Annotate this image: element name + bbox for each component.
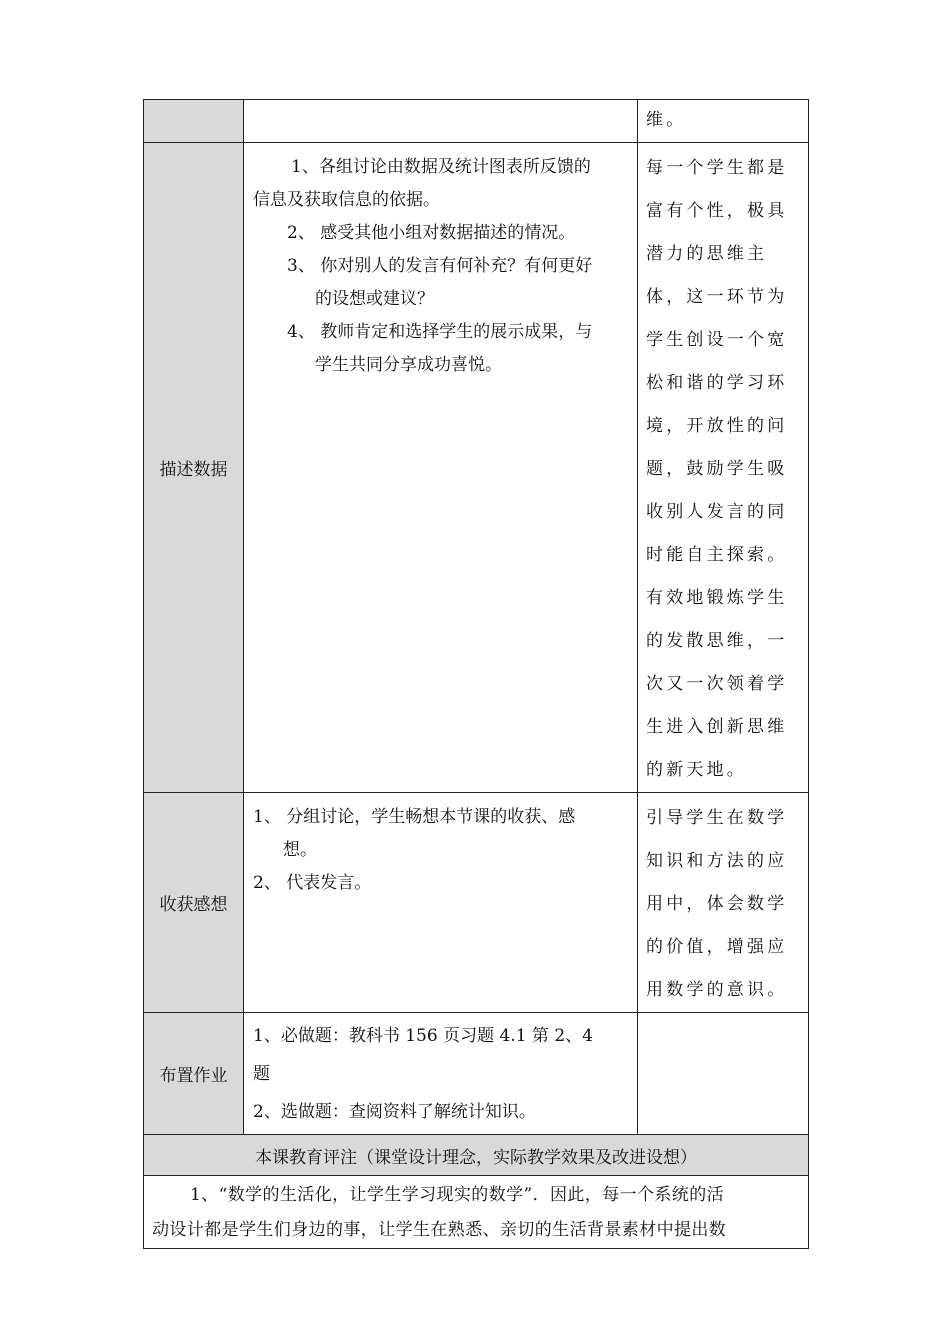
content-cell: [244, 143, 638, 793]
row-label: 布置作业: [159, 1066, 228, 1086]
note-line: 富有个性，极具: [646, 201, 788, 221]
note-line: 知识和方法的应: [646, 851, 788, 871]
evaluation-comment-cell: [144, 1176, 809, 1249]
note-cell: [638, 143, 809, 793]
note-line: 时能自主探索。: [646, 545, 788, 565]
note-line: 收别人发言的同: [646, 502, 788, 522]
content-line: 3、 你对别人的发言有何补充？有何更好: [287, 256, 593, 276]
content-cell: [244, 1013, 638, 1135]
note-line: 题，鼓励学生吸: [646, 459, 788, 479]
content-line: 1、 分组讨论，学生畅想本节课的收获、感: [253, 807, 576, 827]
row-label-cell: [144, 793, 244, 1013]
note-cell: [638, 1013, 809, 1135]
content-line: 4、 教师肯定和选择学生的展示成果，与: [287, 322, 593, 342]
content-line: 题: [253, 1064, 270, 1084]
row-label-cell: [144, 143, 244, 793]
table-row: [144, 1135, 809, 1176]
table-row: [144, 100, 809, 143]
table-row: [144, 793, 809, 1013]
row-label-cell: [144, 1013, 244, 1135]
comment-line: 动设计都是学生们身边的事，让学生在熟悉、亲切的生活背景素材中提出数: [152, 1220, 727, 1240]
note-cell: [638, 793, 809, 1013]
note-line: 维。: [646, 110, 687, 130]
note-line: 的发散思维，一: [646, 631, 788, 651]
note-line: 引导学生在数学: [646, 808, 788, 828]
note-line: 潜力的思维主: [646, 244, 768, 264]
content-cell: [244, 100, 638, 143]
lesson-plan-table: [143, 99, 809, 1249]
content-line: 的设想或建议？: [315, 289, 434, 309]
note-line: 的新天地。: [646, 760, 747, 780]
note-line: 用中，体会数学: [646, 894, 788, 914]
note-line: 境，开放性的问: [646, 416, 788, 436]
note-line: 每一个学生都是: [646, 158, 788, 178]
table-row: [144, 143, 809, 793]
note-line: 学生创设一个宽: [646, 330, 788, 350]
comment-line: 1、“数学的生活化，让学生学习现实的数学”．因此，每一个系统的活: [190, 1185, 724, 1205]
note-line: 体，这一环节为: [646, 287, 788, 307]
note-line: 用数学的意识。: [646, 980, 788, 1000]
content-line: 1、必做题：教科书 156 页习题 4.1 第 2、4: [253, 1026, 593, 1046]
content-line: 想。: [283, 840, 317, 860]
content-line: 1、各组讨论由数据及统计图表所反馈的: [291, 157, 591, 177]
content-line: 2、 代表发言。: [253, 873, 372, 893]
content-line: 2、 感受其他小组对数据描述的情况。: [287, 223, 576, 243]
table-row: [144, 1176, 809, 1249]
content-line: 2、选做题：查阅资料了解统计知识。: [253, 1102, 536, 1122]
row-label-cell: [144, 100, 244, 143]
note-line: 松和谐的学习环: [646, 373, 788, 393]
note-line: 生进入创新思维: [646, 717, 788, 737]
evaluation-banner-cell: [144, 1135, 809, 1176]
evaluation-banner: 本课教育评注（课堂设计理念，实际教学效果及改进设想）: [255, 1147, 697, 1168]
row-label: 描述数据: [159, 460, 228, 480]
note-line: 有效地锻炼学生: [646, 588, 788, 608]
table-row: [144, 1013, 809, 1135]
content-cell: [244, 793, 638, 1013]
row-label: 收获感想: [159, 895, 228, 915]
content-line: 信息及获取信息的依据。: [253, 190, 440, 210]
content-line: 学生共同分享成功喜悦。: [315, 355, 502, 375]
note-line: 的价值，增强应: [646, 937, 788, 957]
note-cell: [638, 100, 809, 143]
note-line: 次又一次领着学: [646, 674, 788, 694]
